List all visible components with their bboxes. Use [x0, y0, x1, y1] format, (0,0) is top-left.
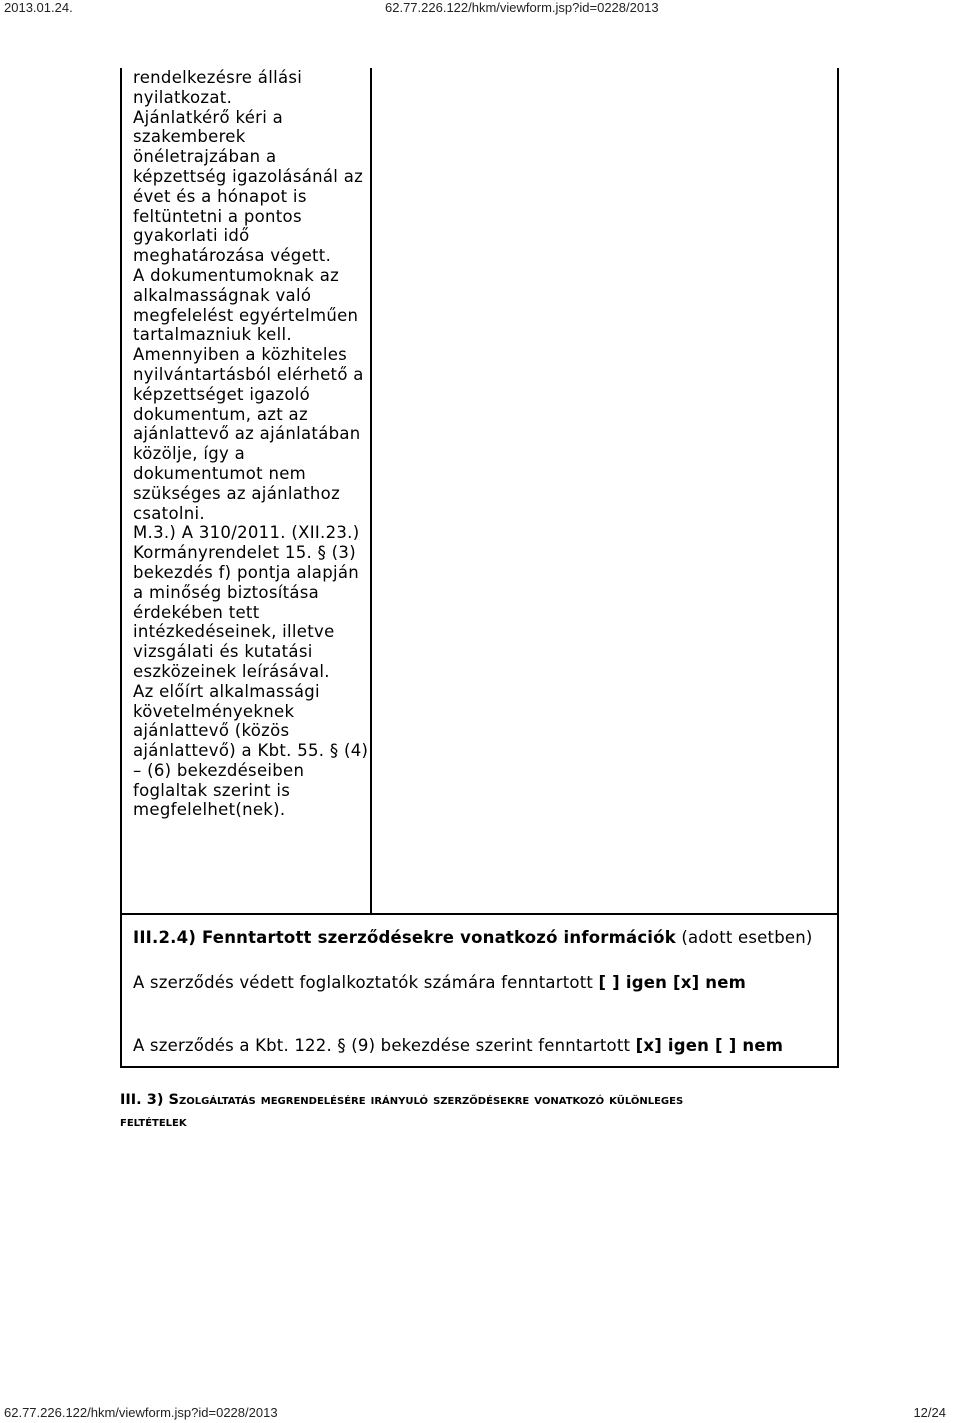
requirements-text-cell [133, 68, 369, 820]
table-border-right [837, 68, 839, 1067]
table-border-bottom [120, 1066, 839, 1068]
print-header [0, 0, 960, 18]
row-choice: [ ] igen [x] nem [598, 973, 747, 992]
reserved-kbt-row [133, 1036, 783, 1055]
section-324-heading-note: (adott esetben) [675, 928, 813, 947]
row-label: A szerződés védett foglalkoztatók számára fenntartott [133, 973, 599, 992]
section-3-title [120, 1089, 820, 1133]
cell-divider [370, 68, 372, 914]
footer-url: 62.77.226.122/hkm/viewform.jsp?id=0228/2013 [4, 1405, 278, 1420]
row-label: A szerződés a Kbt. 122. § (9) bekezdése szerint fenntartott [133, 1036, 636, 1055]
page-number: 12/24 [913, 1405, 946, 1420]
print-url: 62.77.226.122/hkm/viewform.jsp?id=0228/2013 [385, 0, 659, 15]
section-324-heading [133, 928, 813, 947]
section-3-title-line2: feltételek [120, 1114, 187, 1130]
print-date: 2013.01.24. [4, 0, 73, 15]
paragraph: Amennyiben a közhiteles nyilvántartásból elérhető a képzettséget igazoló dokumentum, azt az ajánlattevő az ajánlatában közölje, így a dokumentumot nem szükséges az ajánlathoz csatolni. [133, 345, 364, 523]
paragraph: A dokumentumoknak az alkalmasságnak való megfelelést egyértelműen tartalmazniuk kell. [133, 265, 359, 345]
paragraph: rendelkezésre állási nyilatkozat. [133, 68, 303, 107]
table-border-left [120, 68, 122, 1067]
paragraph: M.3.) A 310/2011. (XII.23.) Kormányrendelet 15. § (3) bekezdés f) pontja alapján a minőség biztosítása érdekében tett intézkedéseinek, illetve vizsgálati és kutatási eszközeinek leírásával. [133, 523, 360, 681]
paragraph: Ajánlatkérő kéri a szakemberek önéletrajzában a képzettség igazolásánál az évet és a hónapot is feltüntetni a pontos gyakorlati idő meghatározása végett. [133, 107, 364, 266]
section-324-heading-bold: III.2.4) Fenntartott szerződésekre vonatkozó információk [133, 928, 676, 947]
row-divider [120, 913, 839, 915]
print-footer [0, 1405, 960, 1423]
section-3-title-line1: III. 3) Szolgáltatás megrendelésére irányuló szerződésekre vonatkozó különleges [120, 1092, 684, 1108]
reserved-protected-employers-row [133, 973, 746, 992]
paragraph: Az előírt alkalmassági követelményeknek ajánlattevő (közös ajánlattevő) a Kbt. 55. § (4) – (6) bekezdéseiben foglaltak szerint is megfelelhet(nek). [133, 681, 369, 820]
row-choice: [x] igen [ ] nem [635, 1036, 784, 1055]
